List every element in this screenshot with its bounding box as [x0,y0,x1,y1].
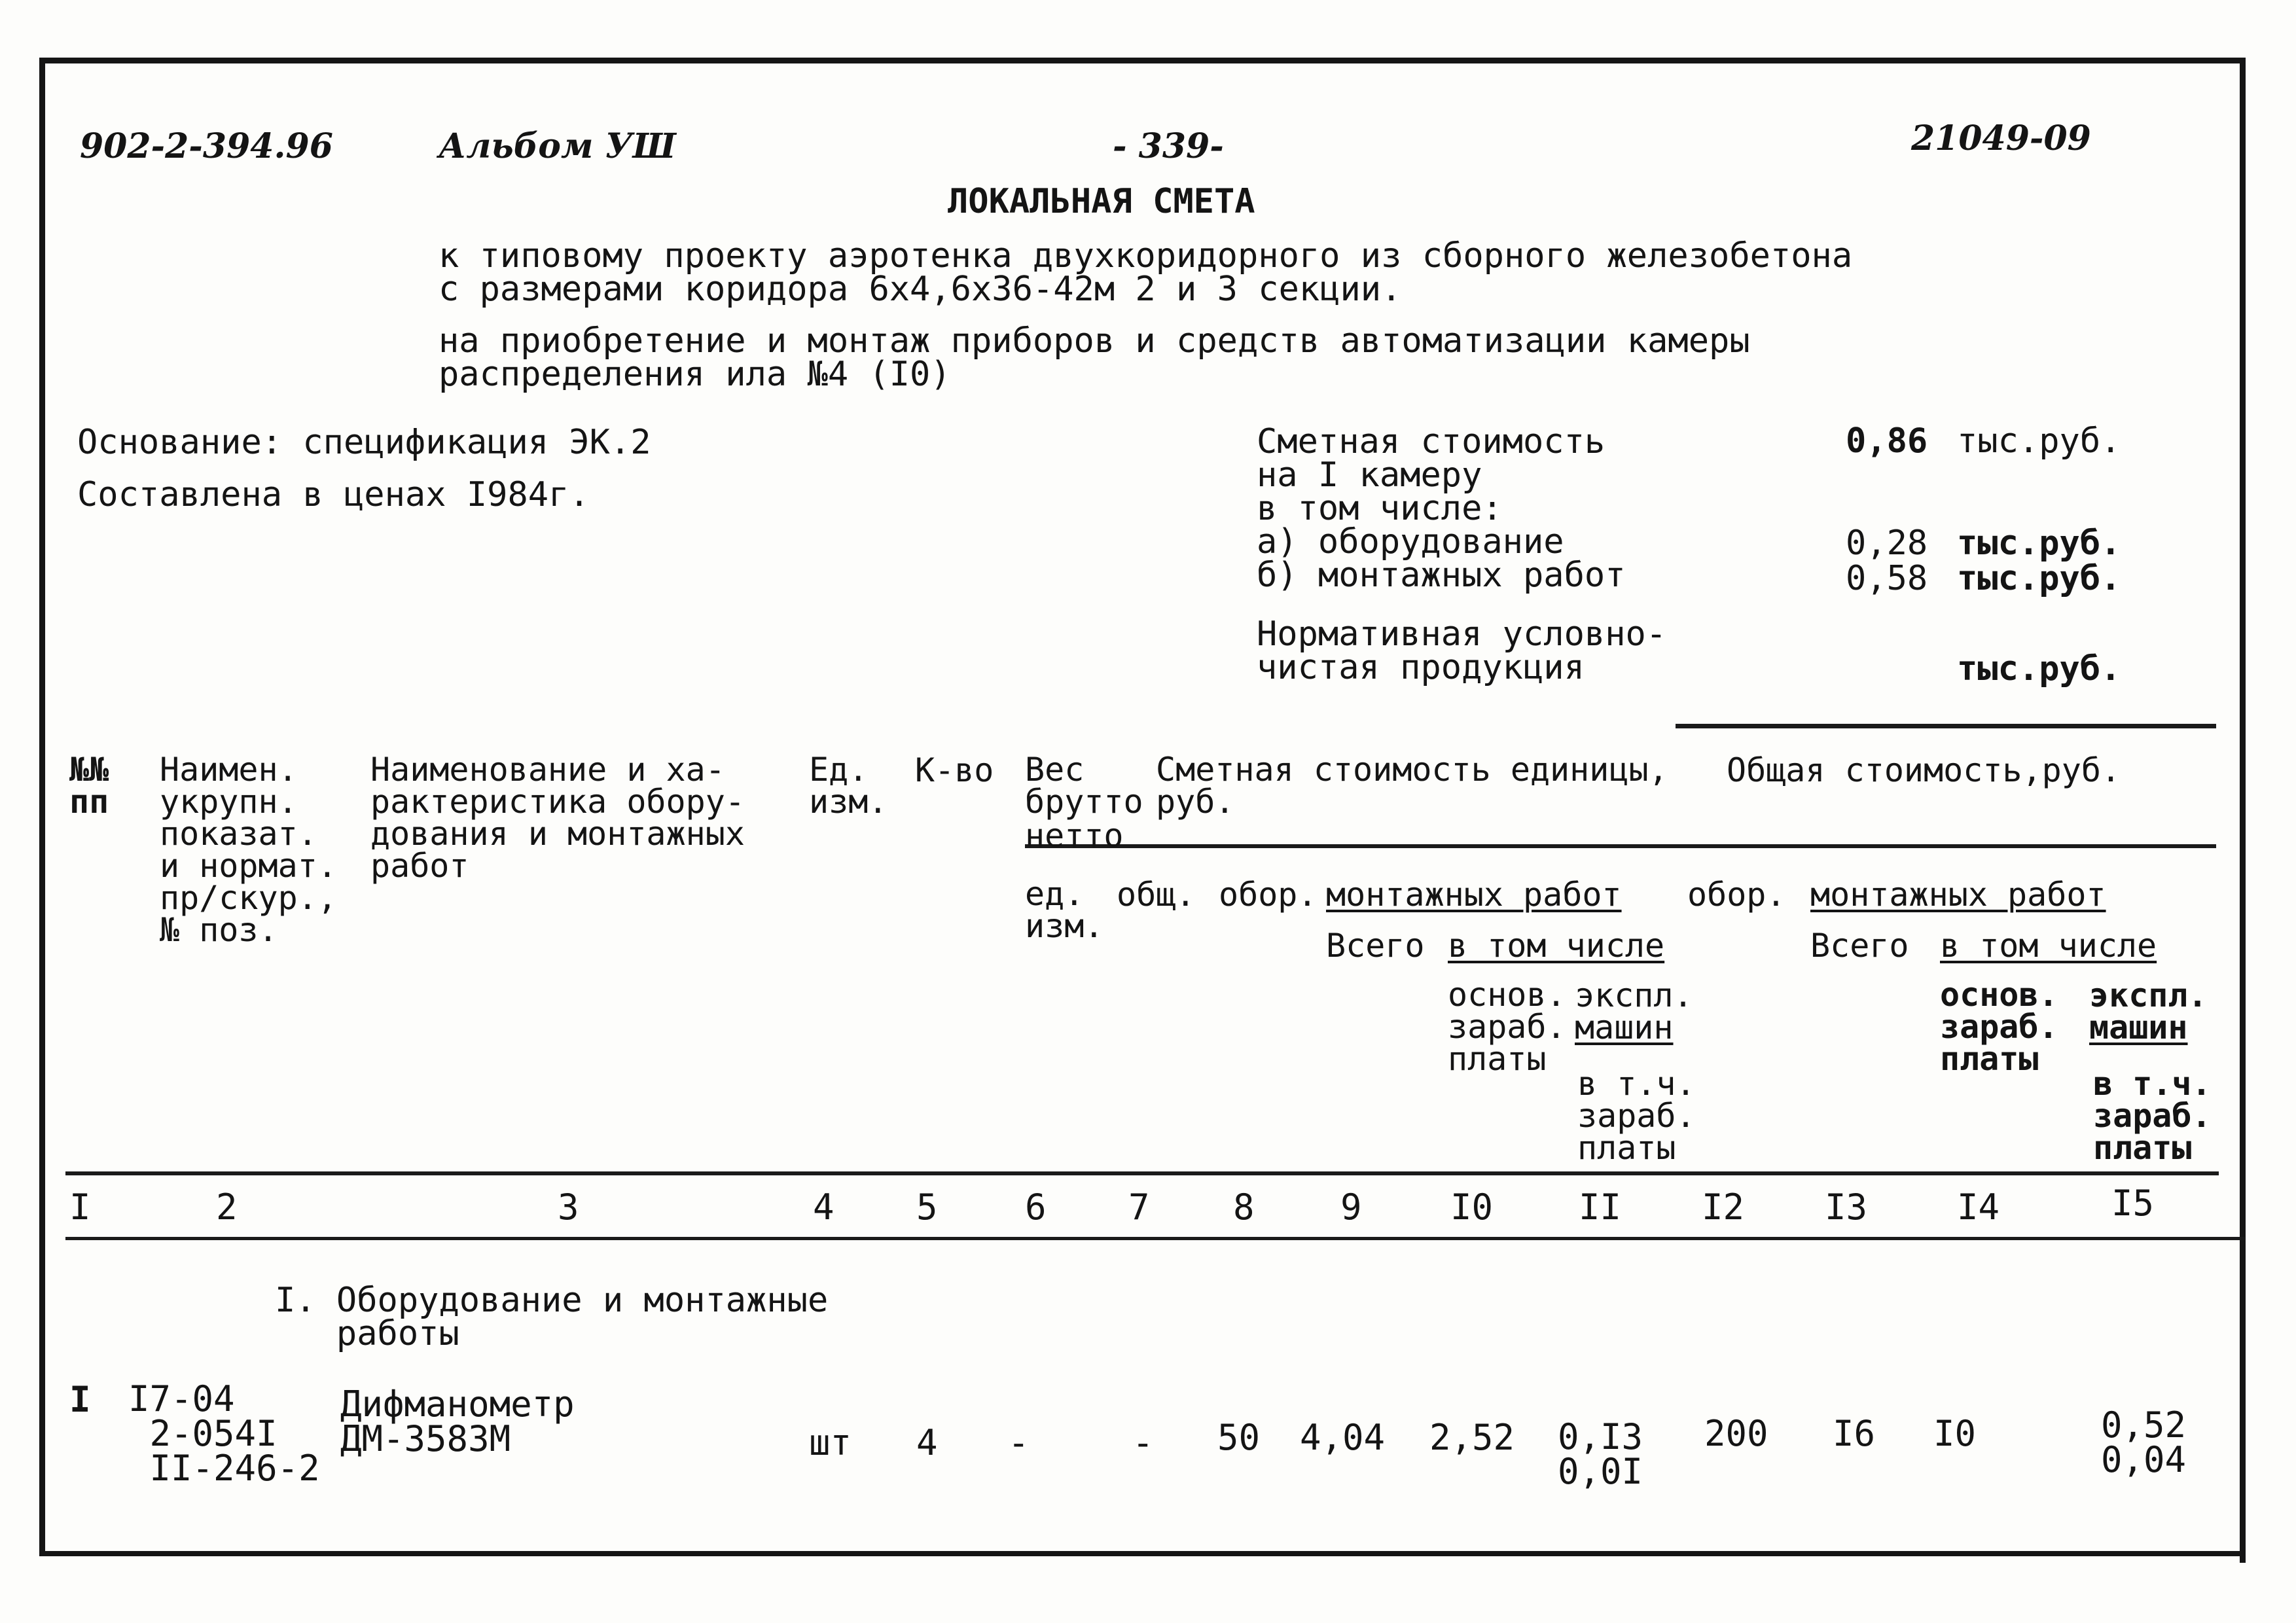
row-equip-total: 200 [1704,1413,1768,1454]
netto-rule [1025,844,2216,848]
col-header-ekspl-unit: экспл. [1575,976,1693,1014]
scope-subtitle: на приобретение и монтаж приборов и средств автоматизации камеры распределения ила №4 (I0) [439,321,1750,394]
col-number-10: I0 [1450,1186,1494,1228]
col-header-number: №№ пп [69,751,109,821]
frame-bottom [39,1551,2246,1556]
col-number-9: 9 [1340,1186,1362,1228]
col-header-ed-izm: ед. изм. [1025,875,1104,945]
cost-total-value: 0,86 [1846,421,1928,461]
col-header-montazh-total: монтажных работ [1810,876,2106,914]
frame-left [39,58,45,1556]
col-header-vsego-unit: Всего [1326,927,1425,965]
col-header-unit-cost: Сметная стоимость единицы, руб. [1156,751,1668,821]
row-equip-unit-cost: 50 [1217,1417,1261,1458]
cost-summary-label: Сметная стоимость на I камеру в том числе: а) оборудование б) монтажных работ [1257,422,1626,595]
column-numbers-top-rule [65,1171,2219,1175]
col-header-ekspl-total: экспл. [2089,976,2208,1014]
cost-install-unit: тыс.руб. [1957,559,2121,598]
section-title: I. Оборудование и монтажные работы [275,1281,829,1353]
page-number: - 339- [1113,126,1224,166]
cost-install-value: 0,58 [1846,559,1928,598]
table-top-rule [1676,724,2216,728]
col-header-montazh-unit: монтажных работ [1326,876,1622,914]
col-header-netto: нетто [1025,817,1124,855]
row-code: I7-04 2-054I II-246-2 [128,1378,320,1489]
frame-top [39,58,2245,63]
row-number: I [69,1379,91,1420]
col-header-vtom-unit: в том числе [1448,927,1665,965]
album-label: Альбом УШ [439,126,676,166]
col-number-5: 5 [916,1186,938,1228]
row-install-wages: 2,52 [1429,1417,1515,1458]
col-header-name: Наименование и ха- рактеристика обору- дования и монтажных работ [370,751,745,885]
col-header-mashin-unit: машин [1575,1008,1674,1046]
row-unit: шт [809,1422,852,1463]
col-number-2: 2 [216,1186,238,1228]
col-number-13: I3 [1825,1186,1868,1228]
col-header-vtch-unit: в т.ч. зараб. платы [1577,1065,1696,1167]
col-number-11: II [1579,1186,1622,1228]
col-header-unit: Ед. изм. [809,751,888,821]
col-number-15: I5 [2111,1183,2155,1224]
row-install-machines-all: 0,52 0,04 [2101,1404,2187,1480]
col-number-1: I [69,1186,91,1228]
row-install-total: 4,04 [1300,1417,1386,1458]
prices-text: Составлена в ценах I984г. [77,475,590,514]
cost-equipment-unit: тыс.руб. [1957,524,2121,563]
row-install-wages-all: I0 [1933,1413,1977,1454]
col-number-6: 6 [1025,1186,1047,1228]
col-header-vtom-total: в том числе [1940,927,2157,965]
col-header-mashin-total: машин [2089,1008,2188,1046]
col-header-obsh: общ. [1117,876,1196,914]
col-header-qty: К-во [915,751,994,789]
col-number-14: I4 [1957,1186,2000,1228]
document-title: ЛОКАЛЬНАЯ СМЕТА [948,182,1255,221]
row-name: Дифманометр ДМ-3583М [340,1383,575,1459]
col-number-4: 4 [813,1186,834,1228]
col-header-obor-total: обор. [1687,876,1786,914]
col-number-12: I2 [1702,1186,1745,1228]
normative-label: Нормативная условно- чистая продукция [1257,615,1667,687]
row-install-machines: 0,I3 0,0I [1558,1416,1643,1492]
basis-text: Основание: спецификация ЭК.2 [77,423,651,462]
project-subtitle: к типовому проекту аэротенка двухкоридорного из сборного железобетона с размерами коридора 6х4,6х36-42м 2 и 3 секции. [439,236,1853,309]
cost-equipment-value: 0,28 [1846,524,1928,563]
col-header-vsego-total: Всего [1810,927,1909,965]
column-numbers-bottom-rule [65,1237,2245,1240]
normative-unit: тыс.руб. [1957,649,2121,688]
col-header-weight: Вес брутто [1025,751,1143,821]
col-header-code: Наимен. укрупн. показат. и нормат. пр/скур., № поз. [160,751,337,949]
col-number-8: 8 [1233,1186,1255,1228]
col-header-total-cost: Общая стоимость,руб. [1727,751,2121,789]
inventory-number: 21049-09 [1911,118,2091,158]
col-number-7: 7 [1128,1186,1150,1228]
col-header-obor-unit: обор. [1219,876,1318,914]
col-header-osnov-total: основ. зараб. платы [1940,976,2058,1078]
col-header-osnov-unit: основ. зараб. платы [1448,976,1566,1078]
row-weight-total: - [1132,1422,1154,1463]
row-weight-unit: - [1008,1422,1030,1463]
frame-right [2240,58,2246,1563]
row-qty: 4 [916,1422,938,1463]
col-header-vtch-total: в т.ч. зараб. платы [2093,1065,2212,1167]
row-install-total-all: I6 [1833,1413,1876,1454]
doc-code: 902-2-394.96 [80,126,333,166]
cost-total-unit: тыс.руб. [1957,421,2121,461]
col-number-3: 3 [558,1186,579,1228]
